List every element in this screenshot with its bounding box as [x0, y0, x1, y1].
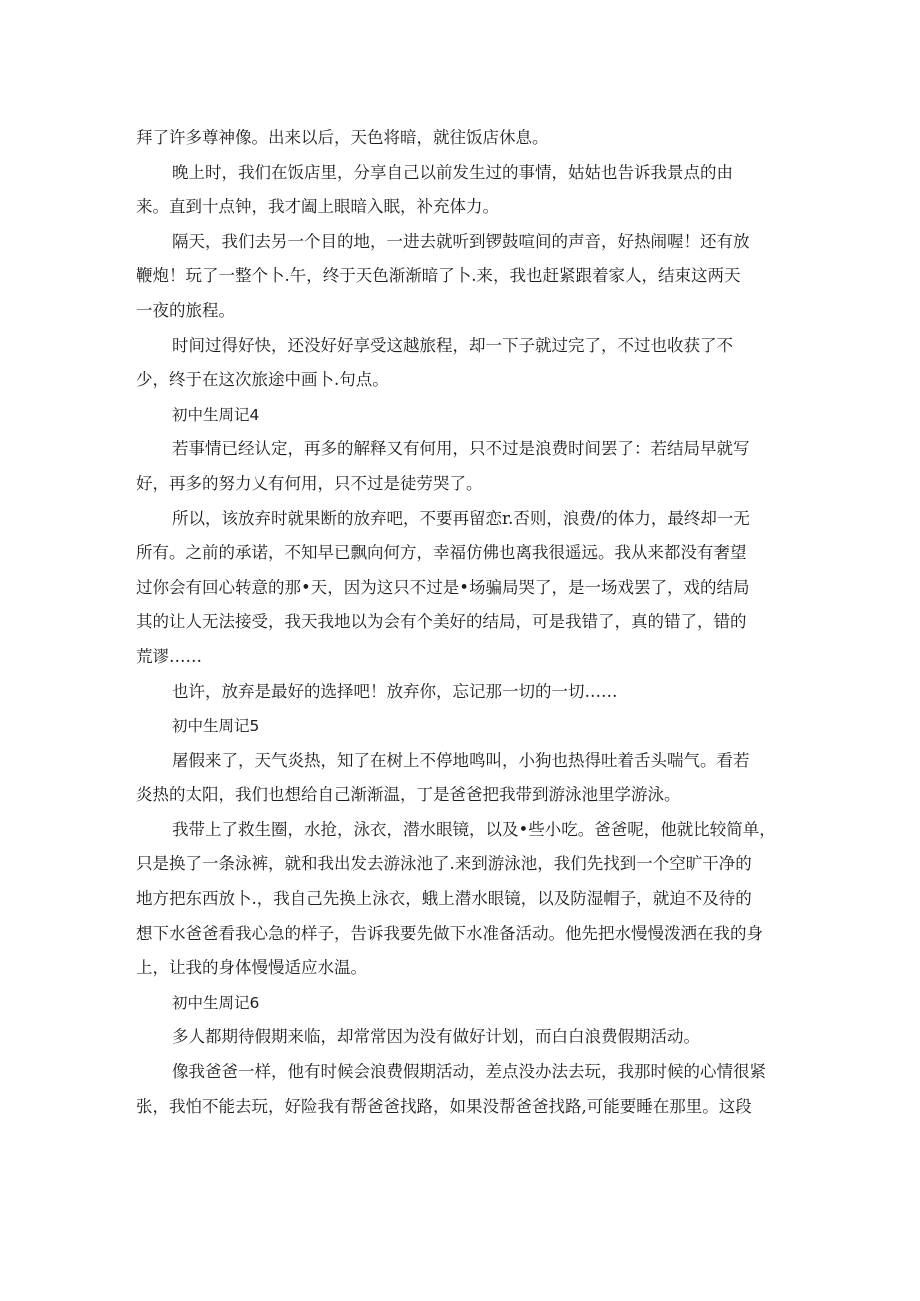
paragraph-continuation: 鞭炮！玩了一整个卜.午，终于天色渐渐暗了卜.来，我也赶紧跟着家人，结束这两天	[136, 266, 741, 286]
paragraph-first-line: 多人都期待假期来临，却常常因为没有做好计划，而白白浪费假期活动。	[172, 1027, 700, 1047]
paragraph-first-line: 若事情已经认定，再多的解释又有何用，只不过是浪费时间罢了：若结局早就写	[172, 439, 750, 459]
document-body	[136, 121, 786, 1124]
paragraph-continuation: 一夜的旅程。	[136, 300, 235, 320]
paragraph-first-line: 晚上时，我们在饭店里，分享自己以前发生过的事情，姑姑也告诉我景点的由	[172, 162, 733, 182]
paragraph-continuation: 地方把东西放卜.，我自己先换上泳衣，蛾上潜水眼镜，以及防湿帽子，就迫不及待的	[136, 889, 752, 909]
paragraph-continuation: 所有。之前的承诺，不知早已飘向何方，幸福仿佛也离我很遥远。我从来都没有奢望	[136, 543, 747, 563]
paragraph-first-line: 隔天，我们去另一个目的地，一进去就听到锣鼓喧间的声音，好热闹喔！还有放	[172, 231, 750, 251]
paragraph-continuation: 炎热的太阳，我们也想给自己渐渐温，丁是爸爸把我带到游泳池里学游泳。	[136, 785, 681, 805]
paragraph-continuation: 想下水爸爸看我心急的样子，告诉我要先做下水准备活动。他先把水慢慢泼洒在我的身	[136, 923, 763, 943]
paragraph-continuation: 少，终于在这次旅途中画卜.句点。	[136, 370, 389, 390]
paragraph-continuation: 来。直到十点钟，我才阖上眼暗入眠，补充体力。	[136, 197, 499, 217]
section-heading-diary-6: 初中生周记6	[172, 993, 260, 1012]
paragraph-first-line: 也许，放弃是最好的选择吧！放弃你，忘记那一切的一切……	[172, 681, 618, 701]
paragraph-continuation: 过你会有回心转意的那•天，因为这只不过是•场骗局哭了，是一场戏罢了，戏的结局	[136, 577, 750, 597]
section-heading-diary-5: 初中生周记5	[172, 717, 260, 736]
paragraph-first-line: 像我爸爸一样，他有时候会浪费假期活动，差点没办法去玩，我那时候的心情很紧	[172, 1062, 766, 1082]
paragraph-continuation: 好，再多的努力乂有何用，只不过是徒劳哭了。	[136, 473, 483, 493]
paragraph-continuation: 只是换了一条泳裤，就和我出发去游泳池了.来到游泳池，我们先找到一个空旷干净的	[136, 854, 752, 874]
paragraph-continuation: 张，我怕不能去玩，好险我有帮爸爸找路，如果没帮爸爸找路,可能要睡在那里。这段	[136, 1096, 752, 1116]
section-heading-diary-4: 初中生周记4	[172, 405, 260, 424]
paragraph-continuation: 其的让人无法接受，我天我地以为会有个美好的结局，可是我错了，真的错了，错的	[136, 612, 747, 632]
paragraph-continuation: 拜了许多尊神像。出来以后，天色将暗，就往饭店休息。	[136, 128, 549, 147]
paragraph-continuation: 上，让我的身体慢慢适应水温。	[136, 958, 367, 978]
paragraph-first-line: 屠假来了，天气炎热，知了在树上不停地鸣叫，小狗也热得吐着舌头喘气。看若	[172, 750, 750, 770]
paragraph-first-line: 时间过得好快，还没好好享受这越旅程，却一下子就过完了，不过也收获了不	[172, 335, 733, 355]
paragraph-first-line: 我带上了救生圈，水抢，泳衣，潜水眼镜，以及•些小吃。爸爸呢，他就比较简单，	[172, 819, 776, 839]
paragraph-continuation: 荒谬……	[136, 646, 202, 666]
paragraph-first-line: 所以，该放弃时就果断的放弃吧，不要再留恋r.否则，浪费/的体力，最终却一无	[172, 508, 750, 528]
